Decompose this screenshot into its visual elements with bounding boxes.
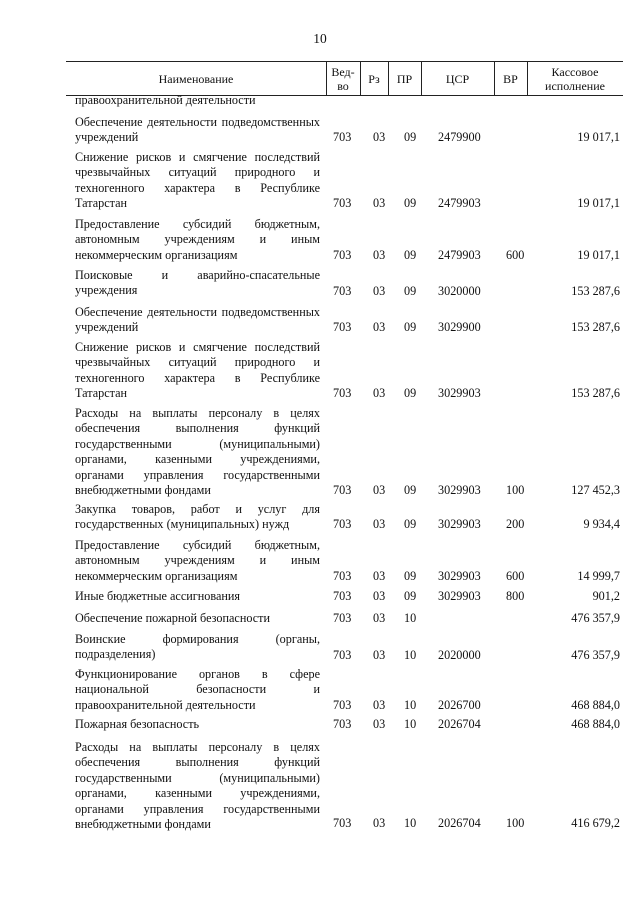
row-name: Предоставление субсидий бюджетным, автономным учреждениям и иным некоммерческим организациям [75, 217, 320, 262]
row-csr: 3029903 [438, 386, 481, 400]
row-name: Снижение рисков и смягчение последствий чрезвычайных ситуаций природного и техногенного характера в Республике Татарстан [75, 150, 320, 211]
row-amount: 468 884,0 [571, 717, 620, 731]
row-csr: 2026704 [438, 717, 481, 731]
row-csr: 3020000 [438, 284, 481, 298]
header-ved [326, 62, 360, 95]
row-name: Обеспечение пожарной безопасности [75, 611, 271, 625]
row-pr: 09 [404, 248, 417, 262]
table-header [66, 61, 623, 96]
header-amount-line2: исполнение [545, 78, 605, 93]
row-rz: 03 [373, 386, 386, 400]
row-pr: 10 [404, 698, 417, 712]
row-ved: 703 [333, 130, 352, 144]
row-ved: 703 [333, 611, 352, 625]
row-ved: 703 [333, 248, 352, 262]
row-rz: 03 [373, 483, 386, 497]
header-rz: Рз [368, 71, 380, 86]
row-name: Расходы на выплаты персоналу в целях обеспечения выполнения функций государственными (муниципальными) органами, казенными учреждениями, органами управления государственными внебюджетными фондами [75, 406, 320, 498]
row-ved: 703 [333, 569, 352, 583]
row-csr: 2026700 [438, 698, 481, 712]
row-amount: 468 884,0 [571, 698, 620, 712]
row-name: Обеспечение деятельности подведомственных учреждений [75, 305, 320, 335]
row-pr: 09 [404, 130, 417, 144]
row-rz: 03 [373, 589, 386, 603]
row-vr: 600 [506, 248, 525, 262]
header-amount [527, 62, 623, 95]
header-vr: ВР [503, 71, 518, 86]
row-pr: 09 [404, 386, 417, 400]
row-amount: 127 452,3 [571, 483, 620, 497]
row-ved: 703 [333, 386, 352, 400]
row-pr: 09 [404, 320, 417, 334]
row-pr: 09 [404, 284, 417, 298]
row-amount: 476 357,9 [571, 648, 620, 662]
row-csr: 3029903 [438, 569, 481, 583]
row-name: Иные бюджетные ассигнования [75, 589, 241, 603]
row-amount: 19 017,1 [577, 196, 620, 210]
row-pr: 10 [404, 611, 417, 625]
row-amount: 153 287,6 [571, 386, 620, 400]
row-name: Закупка товаров, работ и услуг для государственных (муниципальных) нужд [75, 502, 320, 532]
header-ved-line2: во [337, 78, 349, 93]
row-rz: 03 [373, 569, 386, 583]
row-csr: 2479903 [438, 248, 481, 262]
row-name: Снижение рисков и смягчение последствий чрезвычайных ситуаций природного и техногенного характера в Республике Татарстан [75, 340, 320, 401]
row-ved: 703 [333, 816, 352, 830]
row-pr: 09 [404, 589, 417, 603]
row-amount: 153 287,6 [571, 320, 620, 334]
row-amount: 476 357,9 [571, 611, 620, 625]
row-rz: 03 [373, 611, 386, 625]
header-pr: ПР [396, 71, 413, 86]
row-name: Расходы на выплаты персоналу в целях обеспечения выполнения функций государственными (муниципальными) органами, казенными учреждениями, органами управления государственными внебюджетными фондами [75, 740, 320, 832]
row-pr: 10 [404, 816, 417, 830]
row-rz: 03 [373, 196, 386, 210]
row-amount: 19 017,1 [577, 130, 620, 144]
header-name: Наименование [158, 71, 234, 86]
row-name: Поисковые и аварийно-спасательные учреждения [75, 268, 320, 298]
row-ved: 703 [333, 196, 352, 210]
row-rz: 03 [373, 648, 386, 662]
row-csr: 3029900 [438, 320, 481, 334]
row-csr: 2479903 [438, 196, 481, 210]
row-vr: 200 [506, 517, 525, 531]
row-csr: 2020000 [438, 648, 481, 662]
header-csr: ЦСР [445, 71, 470, 86]
row-amount: 14 999,7 [577, 569, 620, 583]
row-csr: 3029903 [438, 589, 481, 603]
row-amount: 901,2 [592, 589, 620, 603]
page-number: 10 [313, 31, 327, 46]
row-ved: 703 [333, 483, 352, 497]
row-rz: 03 [373, 698, 386, 712]
row-vr: 600 [506, 569, 525, 583]
row-vr: 800 [506, 589, 525, 603]
row-csr: 3029903 [438, 517, 481, 531]
row-rz: 03 [373, 717, 386, 731]
row-csr: 3029903 [438, 483, 481, 497]
row-pr: 09 [404, 196, 417, 210]
row-pr: 09 [404, 483, 417, 497]
row-name: Обеспечение деятельности подведомственных учреждений [75, 115, 320, 145]
row-amount: 416 679,2 [571, 816, 620, 830]
row-pr: 09 [404, 569, 417, 583]
row-ved: 703 [333, 517, 352, 531]
row-rz: 03 [373, 517, 386, 531]
row-ved: 703 [333, 698, 352, 712]
row-ved: 703 [333, 717, 352, 731]
row-csr: 2026704 [438, 816, 481, 830]
row-amount: 19 017,1 [577, 248, 620, 262]
row-vr: 100 [506, 816, 525, 830]
row-name: Функционирование органов в сфере национальной безопасности и правоохранительной деятельности [75, 667, 320, 712]
row-name: Воинские формирования (органы, подразделения) [75, 632, 320, 662]
row-ved: 703 [333, 320, 352, 334]
row-rz: 03 [373, 816, 386, 830]
row-ved: 703 [333, 648, 352, 662]
row-amount: 9 934,4 [583, 517, 620, 531]
row-ved: 703 [333, 589, 352, 603]
row-pr: 10 [404, 648, 417, 662]
row-rz: 03 [373, 248, 386, 262]
row-pr: 09 [404, 517, 417, 531]
row-amount: 153 287,6 [571, 284, 620, 298]
row-pr: 10 [404, 717, 417, 731]
row-rz: 03 [373, 284, 386, 298]
row-csr: 2479900 [438, 130, 481, 144]
row-name: правоохранительной деятельности [75, 93, 256, 107]
row-vr: 100 [506, 483, 525, 497]
header-amount-line1: Кассовое [551, 64, 599, 79]
row-name: Пожарная безопасность [75, 717, 200, 731]
header-ved-line1: Вед- [331, 64, 355, 79]
row-name: Предоставление субсидий бюджетным, автономным учреждениям и иным некоммерческим организациям [75, 538, 320, 583]
row-ved: 703 [333, 284, 352, 298]
row-rz: 03 [373, 320, 386, 334]
row-rz: 03 [373, 130, 386, 144]
